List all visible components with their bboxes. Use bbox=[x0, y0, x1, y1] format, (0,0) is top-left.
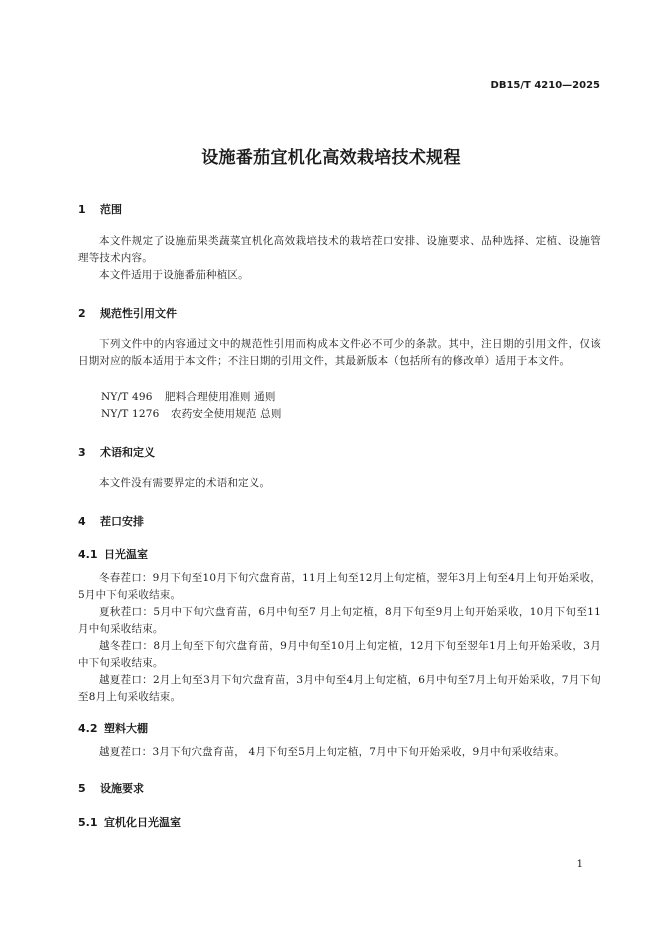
reference-item bbox=[101, 389, 276, 404]
page-number: 1 bbox=[576, 859, 583, 870]
subsection-title: 塑料大棚 bbox=[104, 722, 148, 735]
terms-paragraph: 本文件没有需要界定的术语和定义。 bbox=[99, 477, 271, 489]
section-heading-normative-references bbox=[78, 305, 177, 321]
oversummer-crop-paragraph: 越夏茬口：2月上旬至3月下旬穴盘育苗，3月中旬至4月上旬定植，6月中旬至7月上旬开始采收，7月下旬至8月上旬采收结束。 bbox=[78, 674, 601, 703]
overwinter-crop-paragraph: 越冬茬口：8月上旬至下旬穴盘育苗，9月中旬至10月上旬定植，12月下旬至翌年1月上旬开始采收，3月中下旬采收结束。 bbox=[78, 640, 601, 669]
summer-autumn-crop-paragraph: 夏秋茬口：5月中下旬穴盘育苗，6月中旬至7 月上旬定植，8月下旬至9月上旬开始采收，10月下旬至11月中旬采收结束。 bbox=[78, 606, 601, 635]
reference-name: 农药安全使用规范 总则 bbox=[171, 408, 282, 420]
section-title: 设施要求 bbox=[100, 782, 144, 795]
scope-paragraph-1: 本文件规定了设施茄果类蔬菜宜机化高效栽培技术的栽培茬口安排、设施要求、品种选择、定植、设施管理等技术内容。 bbox=[78, 235, 601, 264]
subsection-heading-mechanized-solar-greenhouse bbox=[78, 814, 181, 830]
section-heading-scope bbox=[78, 201, 122, 217]
section-heading-terms bbox=[78, 444, 155, 460]
subsection-number: 4.2 bbox=[78, 722, 98, 735]
section-title: 规范性引用文件 bbox=[100, 307, 177, 320]
subsection-number: 5.1 bbox=[78, 816, 98, 829]
reference-name: 肥料合理使用准则 通则 bbox=[165, 391, 276, 403]
scope-paragraph-2: 本文件适用于设施番茄种植区。 bbox=[99, 269, 249, 281]
subsection-heading-plastic-tunnel bbox=[78, 720, 148, 736]
section-title: 范围 bbox=[100, 203, 122, 216]
document-title: 设施番茄宜机化高效栽培技术规程 bbox=[201, 148, 461, 168]
plastic-tunnel-crop-paragraph: 越夏茬口：3月下旬穴盘育苗， 4月下旬至5月上旬定植，7月中下旬开始采收，9月中旬采收结束。 bbox=[99, 746, 565, 758]
subsection-heading-solar-greenhouse bbox=[78, 546, 148, 562]
subsection-title: 日光温室 bbox=[104, 548, 148, 561]
reference-code: NY/T 496 bbox=[101, 391, 153, 403]
subsection-title: 宜机化日光温室 bbox=[104, 816, 181, 829]
subsection-number: 4.1 bbox=[78, 548, 98, 561]
section-heading-facility-requirements bbox=[78, 780, 144, 796]
section-number: 1 bbox=[78, 203, 86, 216]
section-number: 5 bbox=[78, 782, 86, 795]
section-title: 茬口安排 bbox=[100, 515, 144, 528]
section-number: 3 bbox=[78, 446, 86, 459]
section-number: 4 bbox=[78, 515, 86, 528]
section-title: 术语和定义 bbox=[100, 446, 155, 459]
document-code: DB15/T 4210—2025 bbox=[490, 80, 600, 91]
reference-code: NY/T 1276 bbox=[101, 408, 160, 420]
winter-spring-crop-paragraph: 冬春茬口：9月下旬至10月下旬穴盘育苗，11月上旬至12月上旬定植，翌年3月上旬至4月上旬开始采收，5月中下旬采收结束。 bbox=[78, 572, 601, 601]
section-number: 2 bbox=[78, 307, 86, 320]
section-heading-cropping-schedule bbox=[78, 513, 144, 529]
reference-item bbox=[101, 406, 282, 421]
references-paragraph: 下列文件中的内容通过文中的规范性引用而构成本文件必不可少的条款。其中，注日期的引用文件，仅该日期对应的版本适用于本文件；不注日期的引用文件，其最新版本（包括所有的修改单）适用于本文件。 bbox=[78, 338, 601, 367]
